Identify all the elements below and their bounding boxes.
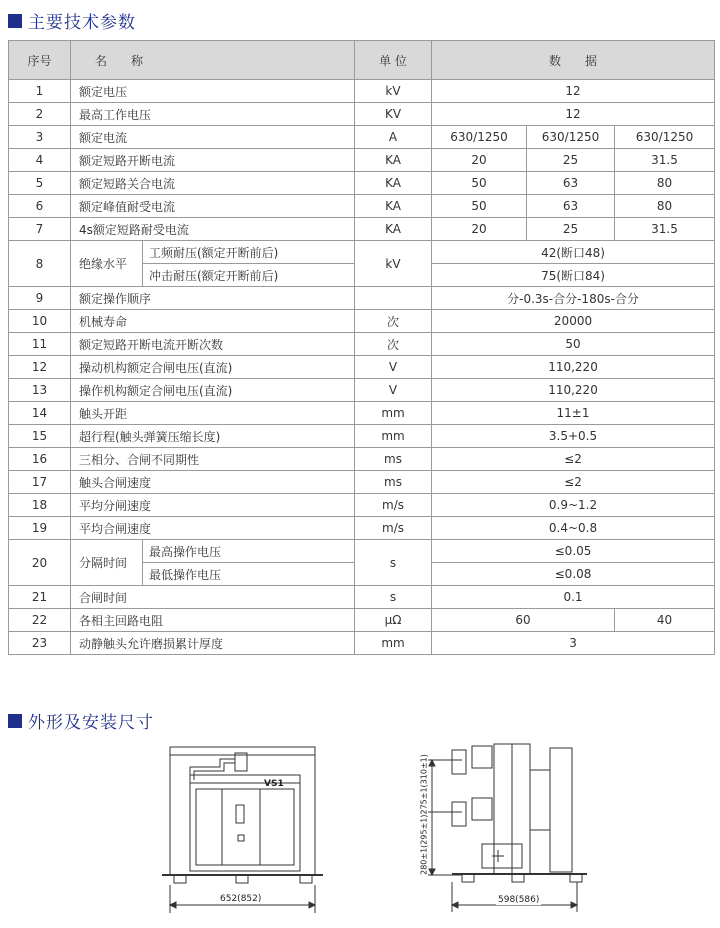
row-name: 额定电流 bbox=[71, 126, 355, 149]
row-no: 9 bbox=[9, 287, 71, 310]
row-no: 6 bbox=[9, 195, 71, 218]
row-value: 20 bbox=[432, 218, 527, 241]
row-value: 110,220 bbox=[432, 356, 715, 379]
row-name: 机械寿命 bbox=[71, 310, 355, 333]
row-unit: s bbox=[355, 586, 432, 609]
row-unit: KV bbox=[355, 103, 432, 126]
header-name: 名 称 bbox=[71, 41, 355, 80]
row-no: 19 bbox=[9, 517, 71, 540]
row-value: 12 bbox=[432, 103, 715, 126]
table-row bbox=[9, 379, 715, 402]
row-no: 21 bbox=[9, 586, 71, 609]
table-row bbox=[9, 310, 715, 333]
row-value: 110,220 bbox=[432, 379, 715, 402]
row-name: 动静触头允许磨损累计厚度 bbox=[71, 632, 355, 655]
row-name: 操动机构额定合闸电压(直流) bbox=[71, 356, 355, 379]
section-bullet-icon bbox=[8, 14, 22, 28]
row-no: 1 bbox=[9, 80, 71, 103]
row-no: 18 bbox=[9, 494, 71, 517]
table-row bbox=[9, 333, 715, 356]
row-value: 75(断口84) bbox=[432, 264, 715, 287]
row-name: 额定短路开断电流 bbox=[71, 149, 355, 172]
row-value: ≤2 bbox=[432, 448, 715, 471]
row-name: 分隔时间 bbox=[71, 540, 143, 586]
row-value: 80 bbox=[615, 195, 715, 218]
row-name: 超行程(触头弹簧压缩长度) bbox=[71, 425, 355, 448]
header-data: 数 据 bbox=[432, 41, 715, 80]
row-unit: s bbox=[355, 540, 432, 586]
table-row bbox=[9, 540, 715, 563]
table-row bbox=[9, 471, 715, 494]
row-unit: m/s bbox=[355, 494, 432, 517]
row-unit bbox=[355, 287, 432, 310]
table-row bbox=[9, 80, 715, 103]
row-no: 3 bbox=[9, 126, 71, 149]
row-unit: mm bbox=[355, 402, 432, 425]
row-name: 最高工作电压 bbox=[71, 103, 355, 126]
row-value: 31.5 bbox=[615, 218, 715, 241]
row-value: 0.1 bbox=[432, 586, 715, 609]
spec-table bbox=[8, 40, 715, 655]
row-no: 22 bbox=[9, 609, 71, 632]
section-header-dimensions bbox=[8, 708, 154, 733]
table-row bbox=[9, 195, 715, 218]
front-width-dimension: 652(852) bbox=[220, 894, 262, 904]
row-value: 25 bbox=[527, 149, 615, 172]
row-value: 12 bbox=[432, 80, 715, 103]
table-header-row bbox=[9, 41, 715, 80]
row-no: 13 bbox=[9, 379, 71, 402]
row-unit: V bbox=[355, 356, 432, 379]
row-value: 3 bbox=[432, 632, 715, 655]
table-row bbox=[9, 126, 715, 149]
table-row bbox=[9, 287, 715, 310]
row-no: 4 bbox=[9, 149, 71, 172]
row-unit: m/s bbox=[355, 517, 432, 540]
row-name: 各相主回路电阻 bbox=[71, 609, 355, 632]
row-no: 17 bbox=[9, 471, 71, 494]
table-row bbox=[9, 241, 715, 264]
row-name: 额定操作顺序 bbox=[71, 287, 355, 310]
row-value: 50 bbox=[432, 333, 715, 356]
row-value: 分-0.3s-合分-180s-合分 bbox=[432, 287, 715, 310]
section-title: 主要技术参数 bbox=[28, 13, 136, 33]
row-unit: mm bbox=[355, 425, 432, 448]
row-value: 25 bbox=[527, 218, 615, 241]
row-value: 31.5 bbox=[615, 149, 715, 172]
row-value: ≤2 bbox=[432, 471, 715, 494]
row-no: 20 bbox=[9, 540, 71, 586]
row-unit: A bbox=[355, 126, 432, 149]
row-value: 50 bbox=[432, 172, 527, 195]
row-value: 11±1 bbox=[432, 402, 715, 425]
row-value: 630/1250 bbox=[527, 126, 615, 149]
row-name: 触头开距 bbox=[71, 402, 355, 425]
row-subname: 工频耐压(额定开断前后) bbox=[143, 241, 355, 264]
row-value: 80 bbox=[615, 172, 715, 195]
section-header-specs bbox=[8, 8, 136, 33]
side-width-dimension: 598(586) bbox=[498, 895, 540, 905]
table-row bbox=[9, 172, 715, 195]
row-value: 3.5+0.5 bbox=[432, 425, 715, 448]
row-name: 额定短路开断电流开断次数 bbox=[71, 333, 355, 356]
row-value: 0.4~0.8 bbox=[432, 517, 715, 540]
row-value: 20 bbox=[432, 149, 527, 172]
row-no: 14 bbox=[9, 402, 71, 425]
row-no: 16 bbox=[9, 448, 71, 471]
row-no: 2 bbox=[9, 103, 71, 126]
row-unit: mm bbox=[355, 632, 432, 655]
row-name: 绝缘水平 bbox=[71, 241, 143, 287]
row-no: 5 bbox=[9, 172, 71, 195]
row-unit: 次 bbox=[355, 310, 432, 333]
row-unit: kV bbox=[355, 80, 432, 103]
front-model-label: VS1 bbox=[264, 779, 284, 789]
row-name: 平均合闸速度 bbox=[71, 517, 355, 540]
row-no: 23 bbox=[9, 632, 71, 655]
row-name: 额定短路关合电流 bbox=[71, 172, 355, 195]
row-value: 42(断口48) bbox=[432, 241, 715, 264]
row-name: 4s额定短路耐受电流 bbox=[71, 218, 355, 241]
row-value: 63 bbox=[527, 172, 615, 195]
table-row bbox=[9, 448, 715, 471]
side-height-dimension: 280±1(295±1)275±1(310±1) bbox=[419, 754, 429, 875]
table-row bbox=[9, 356, 715, 379]
row-unit: ms bbox=[355, 471, 432, 494]
row-subname: 最低操作电压 bbox=[143, 563, 355, 586]
row-unit: μΩ bbox=[355, 609, 432, 632]
row-no: 15 bbox=[9, 425, 71, 448]
table-row bbox=[9, 586, 715, 609]
table-row bbox=[9, 402, 715, 425]
row-name: 触头合闸速度 bbox=[71, 471, 355, 494]
row-value: 50 bbox=[432, 195, 527, 218]
row-unit: kV bbox=[355, 241, 432, 287]
row-no: 7 bbox=[9, 218, 71, 241]
row-no: 10 bbox=[9, 310, 71, 333]
side-view-drawing bbox=[412, 740, 592, 915]
row-value: 0.9~1.2 bbox=[432, 494, 715, 517]
row-name: 操作机构额定合闸电压(直流) bbox=[71, 379, 355, 402]
table-row bbox=[9, 632, 715, 655]
table-row bbox=[9, 609, 715, 632]
row-value: 630/1250 bbox=[432, 126, 527, 149]
table-row bbox=[9, 218, 715, 241]
row-value: ≤0.05 bbox=[432, 540, 715, 563]
row-name: 平均分闸速度 bbox=[71, 494, 355, 517]
row-unit: V bbox=[355, 379, 432, 402]
front-view-drawing bbox=[160, 745, 325, 915]
header-unit: 单 位 bbox=[355, 41, 432, 80]
row-value: 20000 bbox=[432, 310, 715, 333]
row-name: 额定峰值耐受电流 bbox=[71, 195, 355, 218]
header-no: 序号 bbox=[9, 41, 71, 80]
table-row bbox=[9, 103, 715, 126]
row-unit: KA bbox=[355, 172, 432, 195]
row-unit: KA bbox=[355, 195, 432, 218]
table-row bbox=[9, 149, 715, 172]
row-subname: 最高操作电压 bbox=[143, 540, 355, 563]
row-name: 合闸时间 bbox=[71, 586, 355, 609]
row-no: 11 bbox=[9, 333, 71, 356]
row-value: 60 bbox=[432, 609, 615, 632]
table-row bbox=[9, 517, 715, 540]
row-value: 630/1250 bbox=[615, 126, 715, 149]
row-name: 额定电压 bbox=[71, 80, 355, 103]
row-value: 40 bbox=[615, 609, 715, 632]
section-title: 外形及安装尺寸 bbox=[28, 713, 154, 733]
row-value: ≤0.08 bbox=[432, 563, 715, 586]
row-unit: ms bbox=[355, 448, 432, 471]
row-no: 8 bbox=[9, 241, 71, 287]
row-subname: 冲击耐压(额定开断前后) bbox=[143, 264, 355, 287]
table-row bbox=[9, 494, 715, 517]
row-no: 12 bbox=[9, 356, 71, 379]
row-unit: KA bbox=[355, 218, 432, 241]
row-unit: 次 bbox=[355, 333, 432, 356]
row-value: 63 bbox=[527, 195, 615, 218]
table-row bbox=[9, 425, 715, 448]
section-bullet-icon bbox=[8, 714, 22, 728]
row-name: 三相分、合闸不同期性 bbox=[71, 448, 355, 471]
row-unit: KA bbox=[355, 149, 432, 172]
